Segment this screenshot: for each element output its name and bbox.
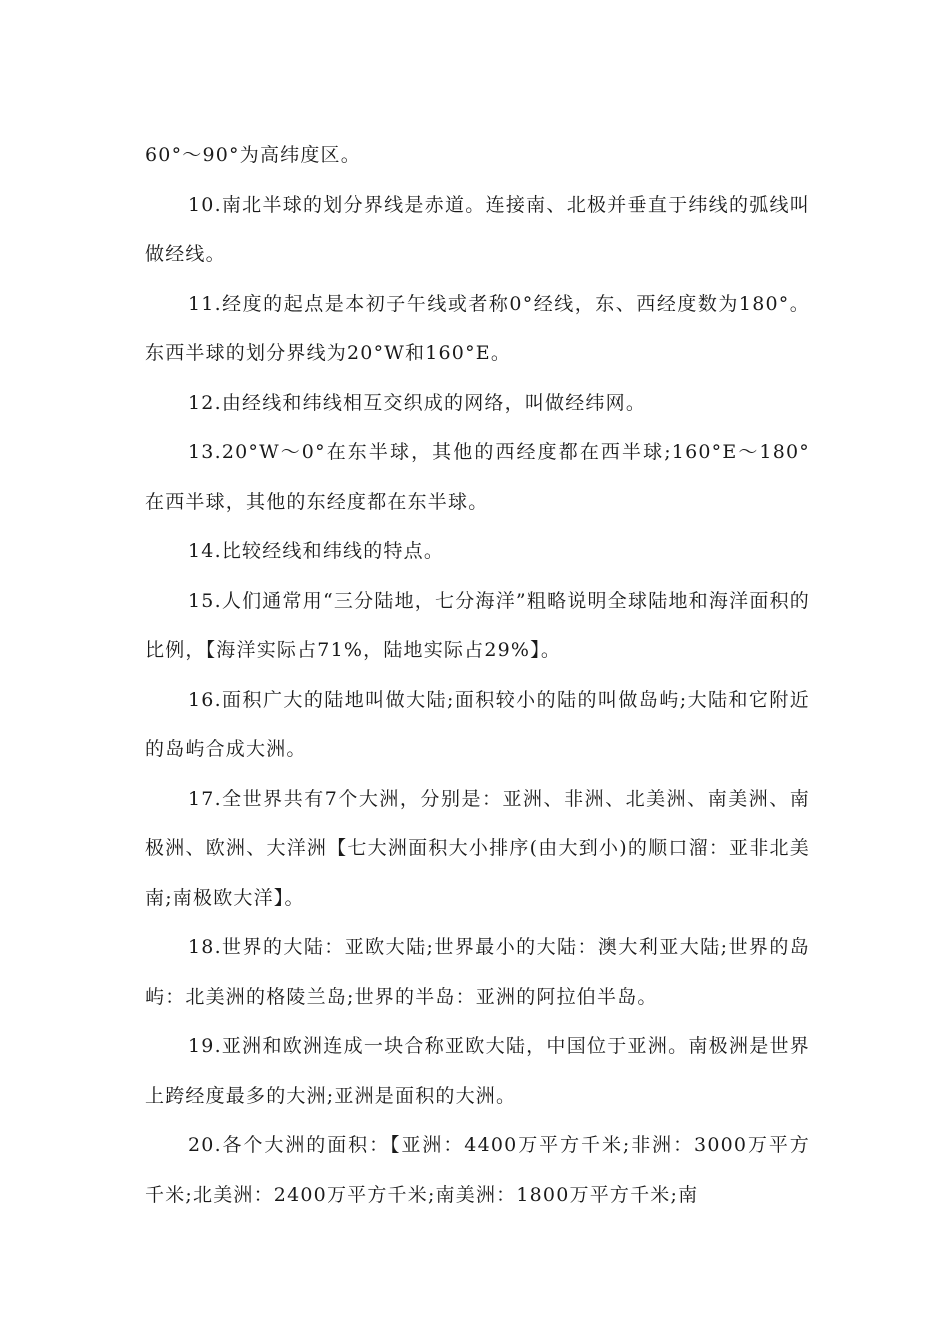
paragraph-14: 14.比较经线和纬线的特点。	[188, 540, 445, 562]
paragraph-16: 16.面积广大的陆地叫做大陆;面积较小的陆的叫做岛屿;大陆和它附近的岛屿合成大洲。	[145, 688, 810, 760]
paragraph-12: 12.由经线和纬线相互交织成的网络，叫做经纬网。	[188, 391, 647, 414]
paragraph-high-latitude: 60°～90°为高纬度区。	[145, 144, 361, 166]
paragraph-20: 20.各个大洲的面积：【亚洲：4400万平方千米;非洲：3000万平方千米;北美洲：2400万平方千米;南美洲：1800万平方千米;南	[145, 1134, 810, 1206]
paragraph-11: 11.经度的起点是本初子午线或者称0°经线，东、西经度数为180°。东西半球的划分界线为20°W和160°E。	[145, 292, 810, 364]
paragraph-10: 10.南北半球的划分界线是赤道。连接南、北极并垂直于纬线的弧线叫做经线。	[145, 193, 810, 265]
paragraph-18: 18.世界的大陆：亚欧大陆;世界最小的大陆：澳大利亚大陆;世界的岛屿：北美洲的格陵兰岛;世界的半岛：亚洲的阿拉伯半岛。	[145, 936, 810, 1008]
paragraph-17: 17.全世界共有7个大洲，分别是：亚洲、非洲、北美洲、南美洲、南极洲、欧洲、大洋洲【七大洲面积大小排序(由大到小)的顺口溜：亚非北美南;南极欧大洋】。	[145, 787, 810, 909]
paragraph-15: 15.人们通常用“三分陆地，七分海洋”粗略说明全球陆地和海洋面积的比例，【海洋实际占71%，陆地实际占29%】。	[145, 589, 810, 661]
paragraph-19: 19.亚洲和欧洲连成一块合称亚欧大陆，中国位于亚洲。南极洲是世界上跨经度最多的大洲;亚洲是面积的大洲。	[145, 1035, 810, 1107]
document-body	[145, 131, 810, 1220]
paragraph-13: 13.20°W～0°在东半球，其他的西经度都在西半球;160°E～180°在西半球，其他的东经度都在东半球。	[145, 441, 810, 513]
